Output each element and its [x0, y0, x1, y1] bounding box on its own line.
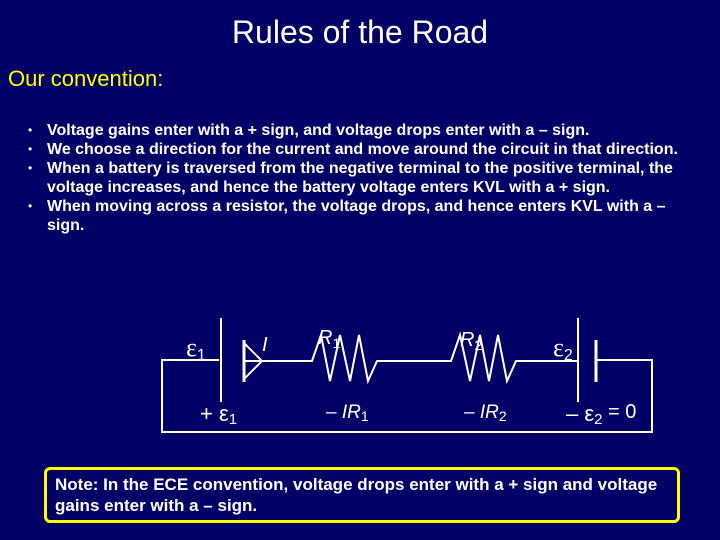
convention-heading: Our convention: [8, 66, 164, 91]
current-label: I [262, 334, 268, 356]
resistor2-zigzag [442, 335, 530, 381]
kvl-term-battery1: + ε1 [200, 401, 238, 428]
kvl-term-resistor1: – IR1 [326, 402, 369, 424]
resistor2-label: $R_2$ [460, 329, 483, 353]
battery2-label: ε2 [553, 333, 573, 364]
bullet-text: When moving across a resistor, the voltage drops, and hence enters KVL with a – sign. [47, 198, 666, 234]
bullet-dot: • [28, 161, 33, 175]
resistor1-label: $R_1$ [318, 327, 341, 351]
bullet-text: Voltage gains enter with a + sign, and voltage drops enter with a – sign. [47, 122, 590, 139]
bullet-text: When a battery is traversed from the negative terminal to the positive terminal, the voltage increases, and hence the battery voltage enters KVL with a + sign. [47, 160, 673, 196]
bullet-dot: • [28, 199, 33, 213]
resistor1-zigzag [300, 335, 390, 381]
ece-convention-note: Note: In the ECE convention, voltage drops enter with a + sign and voltage gains enter with a – sign. [44, 467, 680, 523]
bullet-dot: • [28, 142, 33, 156]
bullet-text: We choose a direction for the current and move around the circuit in that direction. [47, 141, 678, 158]
kvl-term-battery2: – ε2 = 0 [566, 401, 637, 428]
slide-title: Rules of the Road [231, 14, 489, 50]
kvl-term-resistor2: – IR2 [464, 402, 507, 424]
bullet-dot: • [28, 123, 33, 137]
battery1-label: ε1 [186, 333, 206, 364]
